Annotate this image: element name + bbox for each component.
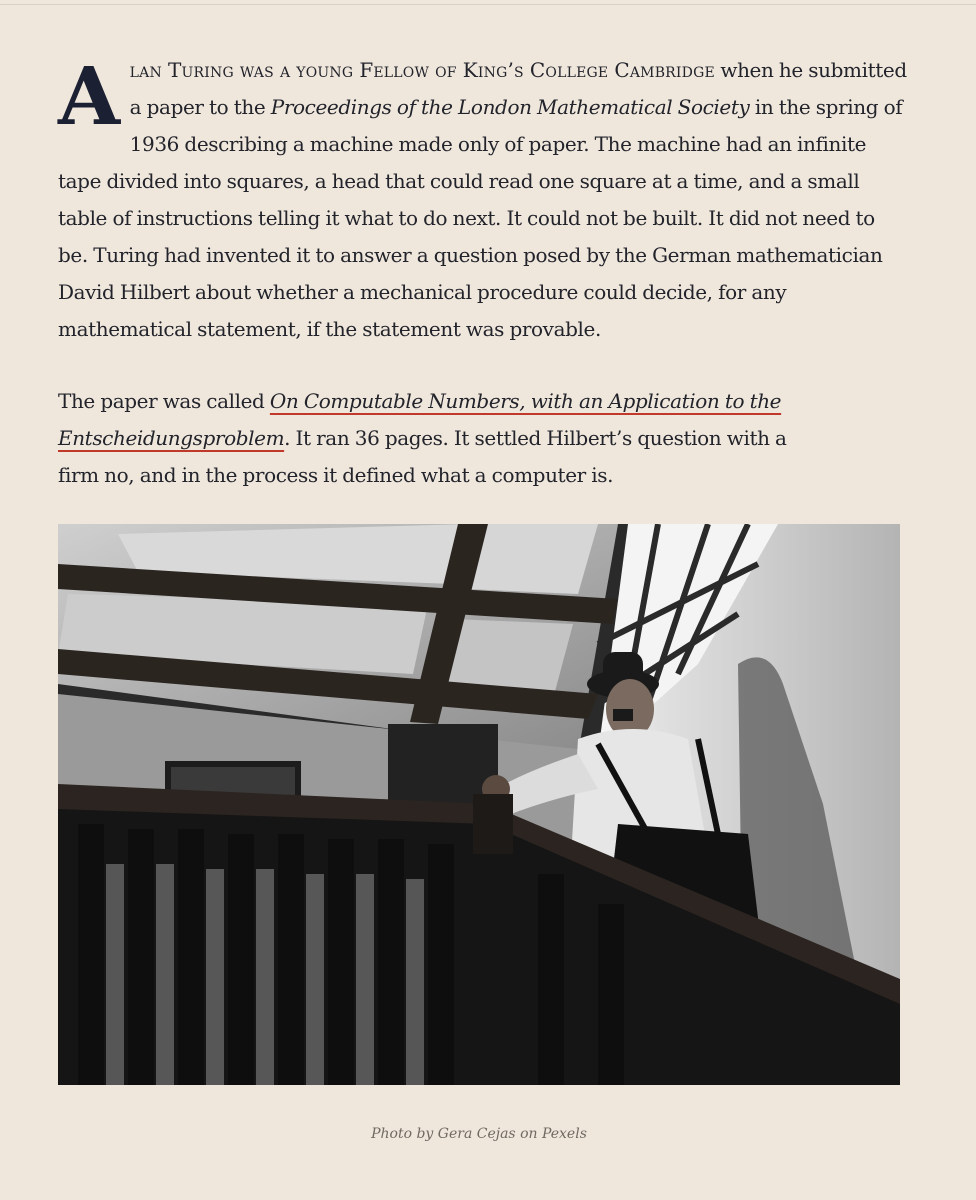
paper-title-link[interactable]: On Computable Numbers, with an Application to the Entscheidungsproblem	[58, 389, 782, 450]
intro-text-2: in the spring of 1936 describing a machine made only of paper. The machine had an infinite tape divided into squares, a head that could read one square at a time, and a small table of instructions telling it what to do next. It could not be built. It did not need to be. Turing had invented it to answer a question posed by the German mathematician David Hilbert about whether a mechanical procedure could decide, for any mathematical statement, if the statement was provable.	[58, 95, 903, 341]
staircase-photo	[58, 524, 900, 1085]
lead-in-smallcaps: lan Turing was a young Fellow of King’s College Cambridge	[129, 58, 715, 82]
drop-cap: A	[58, 49, 120, 143]
paper-text-1: The paper was called	[58, 389, 270, 413]
paragraph-intro	[58, 49, 910, 347]
intro-text-1: when he submitted a paper to the	[129, 58, 907, 119]
paper-text-2: . It ran 36 pages. It settled Hilbert’s question with a firm no, and in the process it defined what a computer is.	[58, 426, 787, 487]
photo-caption: Photo by Gera Cejas on Pexels	[371, 1126, 587, 1142]
journal-title: Proceedings of the London Mathematical Society	[270, 95, 750, 119]
photo-illustration	[58, 524, 900, 1085]
top-divider	[0, 4, 976, 5]
article-body	[58, 49, 910, 494]
paragraph-paper	[58, 383, 818, 494]
